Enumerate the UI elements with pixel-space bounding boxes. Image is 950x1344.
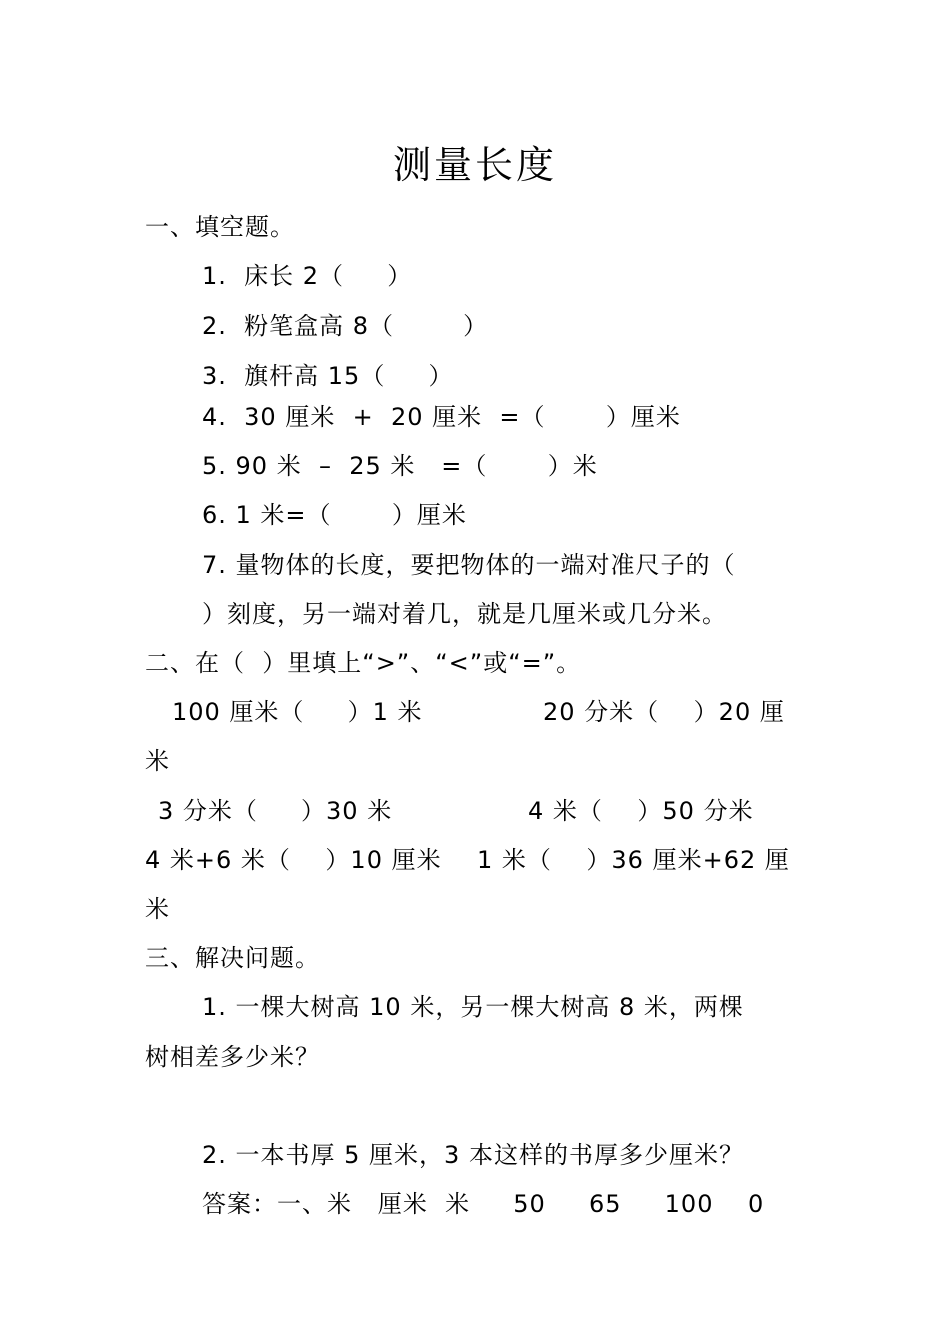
problem-1-line-2: 树相差多少米？ bbox=[145, 1043, 320, 1071]
compare-item-6-continued: 米 bbox=[145, 895, 170, 923]
compare-item-5: 4 米+6 米（ ）10 厘米 bbox=[145, 846, 442, 874]
compare-item-1: 100 厘米（ ）1 米 bbox=[172, 698, 423, 726]
compare-item-2: 20 分米（ ）20 厘 bbox=[543, 698, 785, 726]
compare-item-2-continued: 米 bbox=[145, 747, 170, 775]
problem-1-line-1: 1. 一棵大树高 10 米，另一棵大树高 8 米，两棵 bbox=[202, 993, 744, 1021]
fill-item-6: 6. 1 米=（ ）厘米 bbox=[202, 501, 467, 529]
compare-item-6: 1 米（ ）36 厘米+62 厘 bbox=[477, 846, 790, 874]
fill-item-3: 3. 旗杆高 15（ ） bbox=[202, 362, 454, 390]
section-2-heading: 二、在（ ）里填上“>”、“<”或“=”。 bbox=[145, 649, 582, 677]
problem-2: 2. 一本书厚 5 厘米，3 本这样的书厚多少厘米？ bbox=[202, 1141, 744, 1169]
fill-item-4: 4. 30 厘米 + 20 厘米 =（ ）厘米 bbox=[202, 403, 681, 431]
fill-item-7-continued: ）刻度，另一端对着几，就是几厘米或几分米。 bbox=[202, 600, 727, 628]
fill-item-5: 5. 90 米 – 25 米 =（ ）米 bbox=[202, 452, 598, 480]
section-1-heading: 一、填空题。 bbox=[145, 213, 295, 241]
fill-item-1: 1. 床长 2（ ） bbox=[202, 262, 413, 290]
fill-item-7: 7. 量物体的长度，要把物体的一端对准尺子的（ bbox=[202, 551, 736, 579]
answer-line: 答案：一、米 厘米 米 50 65 100 0 bbox=[202, 1190, 765, 1218]
section-3-heading: 三、解决问题。 bbox=[145, 944, 320, 972]
compare-item-4: 4 米（ ）50 分米 bbox=[528, 797, 754, 825]
fill-item-2: 2. 粉笔盒高 8（ ） bbox=[202, 312, 489, 340]
page-title: 测量长度 bbox=[392, 143, 557, 187]
compare-item-3: 3 分米（ ）30 米 bbox=[158, 797, 393, 825]
